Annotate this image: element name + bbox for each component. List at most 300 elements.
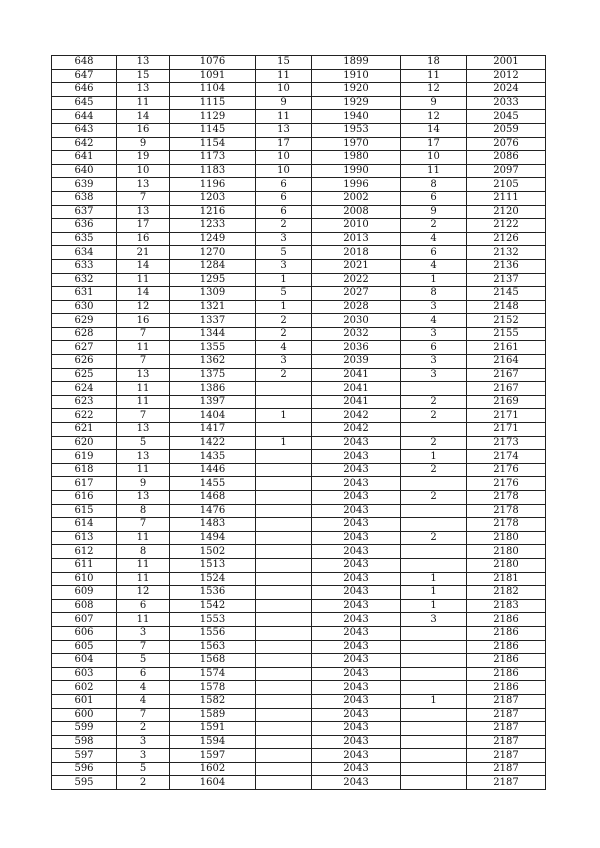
cumulative-cell: 2041 [312,382,401,396]
cumulative-cell: 1216 [170,205,256,219]
count-cell: 18 [401,56,467,70]
cumulative-cell: 1556 [170,626,256,640]
count-cell: 10 [256,151,312,165]
count-cell: 10 [256,164,312,178]
table-row [52,450,546,464]
cumulative-cell: 2043 [312,477,401,491]
score-cell: 638 [52,191,117,205]
cumulative-cell: 1602 [170,762,256,776]
count-cell [256,749,312,763]
count-cell: 4 [117,681,170,695]
cumulative-cell: 1591 [170,722,256,736]
score-cell: 634 [52,246,117,260]
count-cell: 9 [401,205,467,219]
cumulative-cell: 1920 [312,83,401,97]
cumulative-cell: 1483 [170,518,256,532]
cumulative-cell: 2043 [312,599,401,613]
cumulative-cell: 1542 [170,599,256,613]
cumulative-cell: 2043 [312,531,401,545]
cumulative-cell: 1568 [170,654,256,668]
count-cell: 3 [256,232,312,246]
score-cell: 610 [52,572,117,586]
cumulative-cell: 2041 [312,395,401,409]
count-cell [401,558,467,572]
table-row [52,110,546,124]
score-cell: 614 [52,518,117,532]
count-cell: 2 [256,219,312,233]
cumulative-cell: 2122 [467,219,546,233]
count-cell: 17 [401,137,467,151]
cumulative-cell: 1578 [170,681,256,695]
cumulative-cell: 2043 [312,613,401,627]
cumulative-cell: 1476 [170,504,256,518]
count-cell [401,749,467,763]
score-cell: 608 [52,599,117,613]
count-cell [401,545,467,559]
table-row [52,667,546,681]
count-cell: 16 [117,232,170,246]
cumulative-cell: 1076 [170,56,256,70]
count-cell: 15 [117,69,170,83]
count-cell: 2 [401,491,467,505]
cumulative-cell: 2186 [467,654,546,668]
count-cell: 1 [401,586,467,600]
table-row [52,626,546,640]
count-cell [256,681,312,695]
cumulative-cell: 1284 [170,259,256,273]
count-cell: 1 [256,273,312,287]
count-cell [256,504,312,518]
table-row [52,722,546,736]
cumulative-cell: 2028 [312,300,401,314]
cumulative-cell: 2032 [312,327,401,341]
count-cell: 13 [117,205,170,219]
count-cell [401,681,467,695]
count-cell: 14 [117,259,170,273]
cumulative-cell: 2187 [467,749,546,763]
count-cell: 11 [256,110,312,124]
count-cell [256,558,312,572]
count-cell: 2 [256,368,312,382]
count-cell: 3 [117,626,170,640]
cumulative-cell: 1468 [170,491,256,505]
table-row [52,409,546,423]
score-cell: 639 [52,178,117,192]
cumulative-cell: 2043 [312,667,401,681]
cumulative-cell: 1362 [170,355,256,369]
cumulative-cell: 2043 [312,735,401,749]
cumulative-cell: 2111 [467,191,546,205]
cumulative-cell: 2186 [467,667,546,681]
cumulative-cell: 2036 [312,341,401,355]
cumulative-cell: 2180 [467,558,546,572]
count-cell: 2 [401,463,467,477]
count-cell [401,776,467,790]
count-cell [256,518,312,532]
count-cell: 3 [401,368,467,382]
cumulative-cell: 2076 [467,137,546,151]
cumulative-cell: 2097 [467,164,546,178]
table-row [52,708,546,722]
cumulative-cell: 2043 [312,762,401,776]
score-cell: 646 [52,83,117,97]
cumulative-cell: 1502 [170,545,256,559]
cumulative-cell: 2186 [467,640,546,654]
count-cell: 7 [117,518,170,532]
score-cell: 631 [52,287,117,301]
cumulative-cell: 2024 [467,83,546,97]
count-cell: 11 [401,69,467,83]
score-cell: 618 [52,463,117,477]
count-cell: 13 [117,491,170,505]
score-cell: 595 [52,776,117,790]
count-cell [256,654,312,668]
count-cell [401,626,467,640]
count-cell [256,450,312,464]
score-cell: 616 [52,491,117,505]
count-cell: 8 [117,545,170,559]
table-row [52,640,546,654]
count-cell: 6 [401,191,467,205]
score-cell: 598 [52,735,117,749]
table-row [52,558,546,572]
cumulative-cell: 1115 [170,96,256,110]
count-cell [256,708,312,722]
table-row [52,232,546,246]
cumulative-cell: 1574 [170,667,256,681]
cumulative-cell: 1091 [170,69,256,83]
score-cell: 629 [52,314,117,328]
count-cell: 21 [117,246,170,260]
table-row [52,613,546,627]
score-cell: 617 [52,477,117,491]
cumulative-cell: 2187 [467,762,546,776]
score-cell: 599 [52,722,117,736]
cumulative-cell: 2043 [312,450,401,464]
count-cell: 1 [256,436,312,450]
count-cell: 17 [117,219,170,233]
count-cell: 7 [117,191,170,205]
count-cell: 3 [401,300,467,314]
count-cell: 9 [117,477,170,491]
count-cell: 10 [256,83,312,97]
cumulative-cell: 2180 [467,531,546,545]
cumulative-cell: 2043 [312,436,401,450]
cumulative-cell: 2033 [467,96,546,110]
score-cell: 632 [52,273,117,287]
count-cell: 9 [256,96,312,110]
count-cell: 5 [117,436,170,450]
cumulative-cell: 2148 [467,300,546,314]
cumulative-cell: 2161 [467,341,546,355]
cumulative-cell: 2120 [467,205,546,219]
cumulative-cell: 2043 [312,463,401,477]
cumulative-cell: 1563 [170,640,256,654]
count-cell [401,518,467,532]
cumulative-cell: 1173 [170,151,256,165]
count-cell: 1 [401,572,467,586]
cumulative-cell: 2043 [312,545,401,559]
count-cell [401,423,467,437]
count-cell [256,395,312,409]
table-row [52,545,546,559]
score-cell: 637 [52,205,117,219]
table-row [52,83,546,97]
cumulative-cell: 1154 [170,137,256,151]
cumulative-cell: 2008 [312,205,401,219]
count-cell [401,640,467,654]
score-cell: 597 [52,749,117,763]
table-row [52,341,546,355]
cumulative-cell: 2059 [467,123,546,137]
score-cell: 640 [52,164,117,178]
cumulative-cell: 1604 [170,776,256,790]
score-cell: 601 [52,694,117,708]
table-row [52,749,546,763]
cumulative-cell: 2021 [312,259,401,273]
cumulative-cell: 1953 [312,123,401,137]
cumulative-cell: 1337 [170,314,256,328]
cumulative-cell: 2155 [467,327,546,341]
score-cell: 625 [52,368,117,382]
score-cell: 596 [52,762,117,776]
cumulative-cell: 1344 [170,327,256,341]
score-cell: 622 [52,409,117,423]
count-cell: 7 [117,327,170,341]
cumulative-cell: 2010 [312,219,401,233]
cumulative-cell: 2187 [467,708,546,722]
cumulative-cell: 1145 [170,123,256,137]
cumulative-cell: 1129 [170,110,256,124]
count-cell [256,382,312,396]
score-cell: 613 [52,531,117,545]
count-cell [256,640,312,654]
count-cell: 1 [401,450,467,464]
table-row [52,762,546,776]
count-cell: 11 [117,531,170,545]
score-table [51,55,546,790]
cumulative-cell: 2186 [467,613,546,627]
count-cell [401,722,467,736]
table-row [52,423,546,437]
count-cell [256,599,312,613]
cumulative-cell: 2187 [467,694,546,708]
table-row [52,586,546,600]
count-cell: 17 [256,137,312,151]
cumulative-cell: 1536 [170,586,256,600]
count-cell: 6 [256,191,312,205]
score-cell: 643 [52,123,117,137]
count-cell [256,613,312,627]
count-cell [256,626,312,640]
count-cell: 11 [117,463,170,477]
table-row [52,219,546,233]
count-cell [401,382,467,396]
score-cell: 609 [52,586,117,600]
cumulative-cell: 1355 [170,341,256,355]
table-row [52,382,546,396]
count-cell: 13 [117,178,170,192]
cumulative-cell: 1594 [170,735,256,749]
cumulative-cell: 1996 [312,178,401,192]
cumulative-cell: 2132 [467,246,546,260]
count-cell: 5 [256,246,312,260]
cumulative-cell: 2167 [467,368,546,382]
cumulative-cell: 2086 [467,151,546,165]
table-row [52,178,546,192]
count-cell: 7 [117,355,170,369]
table-row [52,776,546,790]
table-row [52,518,546,532]
count-cell [401,762,467,776]
cumulative-cell: 2043 [312,491,401,505]
count-cell: 16 [117,123,170,137]
cumulative-cell: 1524 [170,572,256,586]
cumulative-cell: 2180 [467,545,546,559]
score-cell: 600 [52,708,117,722]
cumulative-cell: 1422 [170,436,256,450]
score-cell: 630 [52,300,117,314]
count-cell: 5 [117,654,170,668]
count-cell: 13 [117,56,170,70]
score-cell: 642 [52,137,117,151]
cumulative-cell: 2187 [467,735,546,749]
score-cell: 644 [52,110,117,124]
cumulative-cell: 2126 [467,232,546,246]
count-cell: 16 [117,314,170,328]
count-cell: 2 [401,219,467,233]
count-cell: 13 [117,368,170,382]
table-row [52,599,546,613]
cumulative-cell: 2181 [467,572,546,586]
count-cell: 12 [117,300,170,314]
cumulative-cell: 1446 [170,463,256,477]
count-cell: 13 [117,450,170,464]
count-cell: 8 [401,178,467,192]
count-cell: 6 [117,599,170,613]
table-row [52,191,546,205]
cumulative-cell: 2043 [312,681,401,695]
score-cell: 612 [52,545,117,559]
cumulative-cell: 2145 [467,287,546,301]
score-cell: 611 [52,558,117,572]
cumulative-cell: 2043 [312,626,401,640]
count-cell: 4 [117,694,170,708]
count-cell: 4 [401,314,467,328]
count-cell [256,776,312,790]
cumulative-cell: 1929 [312,96,401,110]
count-cell: 14 [401,123,467,137]
count-cell: 3 [117,735,170,749]
table-row [52,531,546,545]
cumulative-cell: 2171 [467,423,546,437]
cumulative-cell: 2164 [467,355,546,369]
count-cell: 11 [117,395,170,409]
count-cell: 11 [256,69,312,83]
count-cell: 3 [117,749,170,763]
cumulative-cell: 1513 [170,558,256,572]
cumulative-cell: 2043 [312,722,401,736]
count-cell: 2 [401,436,467,450]
cumulative-cell: 1980 [312,151,401,165]
cumulative-cell: 1270 [170,246,256,260]
count-cell: 5 [117,762,170,776]
count-cell: 3 [401,355,467,369]
table-row [52,56,546,70]
count-cell: 3 [256,259,312,273]
cumulative-cell: 2027 [312,287,401,301]
cumulative-cell: 1386 [170,382,256,396]
count-cell: 11 [401,164,467,178]
cumulative-cell: 2043 [312,572,401,586]
count-cell: 2 [401,531,467,545]
cumulative-cell: 1321 [170,300,256,314]
count-cell [256,477,312,491]
score-cell: 605 [52,640,117,654]
score-cell: 621 [52,423,117,437]
table-row [52,300,546,314]
count-cell [256,463,312,477]
count-cell [256,694,312,708]
count-cell: 8 [117,504,170,518]
table-row [52,164,546,178]
cumulative-cell: 1910 [312,69,401,83]
table-row [52,137,546,151]
cumulative-cell: 2043 [312,654,401,668]
table-row [52,681,546,695]
table-row [52,463,546,477]
count-cell: 11 [117,572,170,586]
table-row [52,273,546,287]
cumulative-cell: 1196 [170,178,256,192]
count-cell: 5 [256,287,312,301]
count-cell: 1 [401,694,467,708]
score-cell: 604 [52,654,117,668]
score-cell: 607 [52,613,117,627]
cumulative-cell: 1417 [170,423,256,437]
count-cell [401,667,467,681]
count-cell: 11 [117,96,170,110]
count-cell [401,735,467,749]
score-cell: 603 [52,667,117,681]
cumulative-cell: 2042 [312,409,401,423]
score-cell: 602 [52,681,117,695]
count-cell [401,504,467,518]
cumulative-cell: 2152 [467,314,546,328]
count-cell: 13 [256,123,312,137]
table-row [52,477,546,491]
score-cell: 626 [52,355,117,369]
cumulative-cell: 2001 [467,56,546,70]
score-cell: 623 [52,395,117,409]
count-cell [256,491,312,505]
count-cell: 10 [401,151,467,165]
score-cell: 648 [52,56,117,70]
count-cell [256,667,312,681]
count-cell [401,654,467,668]
cumulative-cell: 2186 [467,681,546,695]
count-cell: 19 [117,151,170,165]
count-cell: 8 [401,287,467,301]
cumulative-cell: 2043 [312,776,401,790]
table-row [52,436,546,450]
score-cell: 627 [52,341,117,355]
count-cell [256,722,312,736]
cumulative-cell: 2187 [467,776,546,790]
cumulative-cell: 2039 [312,355,401,369]
cumulative-cell: 1553 [170,613,256,627]
count-cell: 7 [117,708,170,722]
